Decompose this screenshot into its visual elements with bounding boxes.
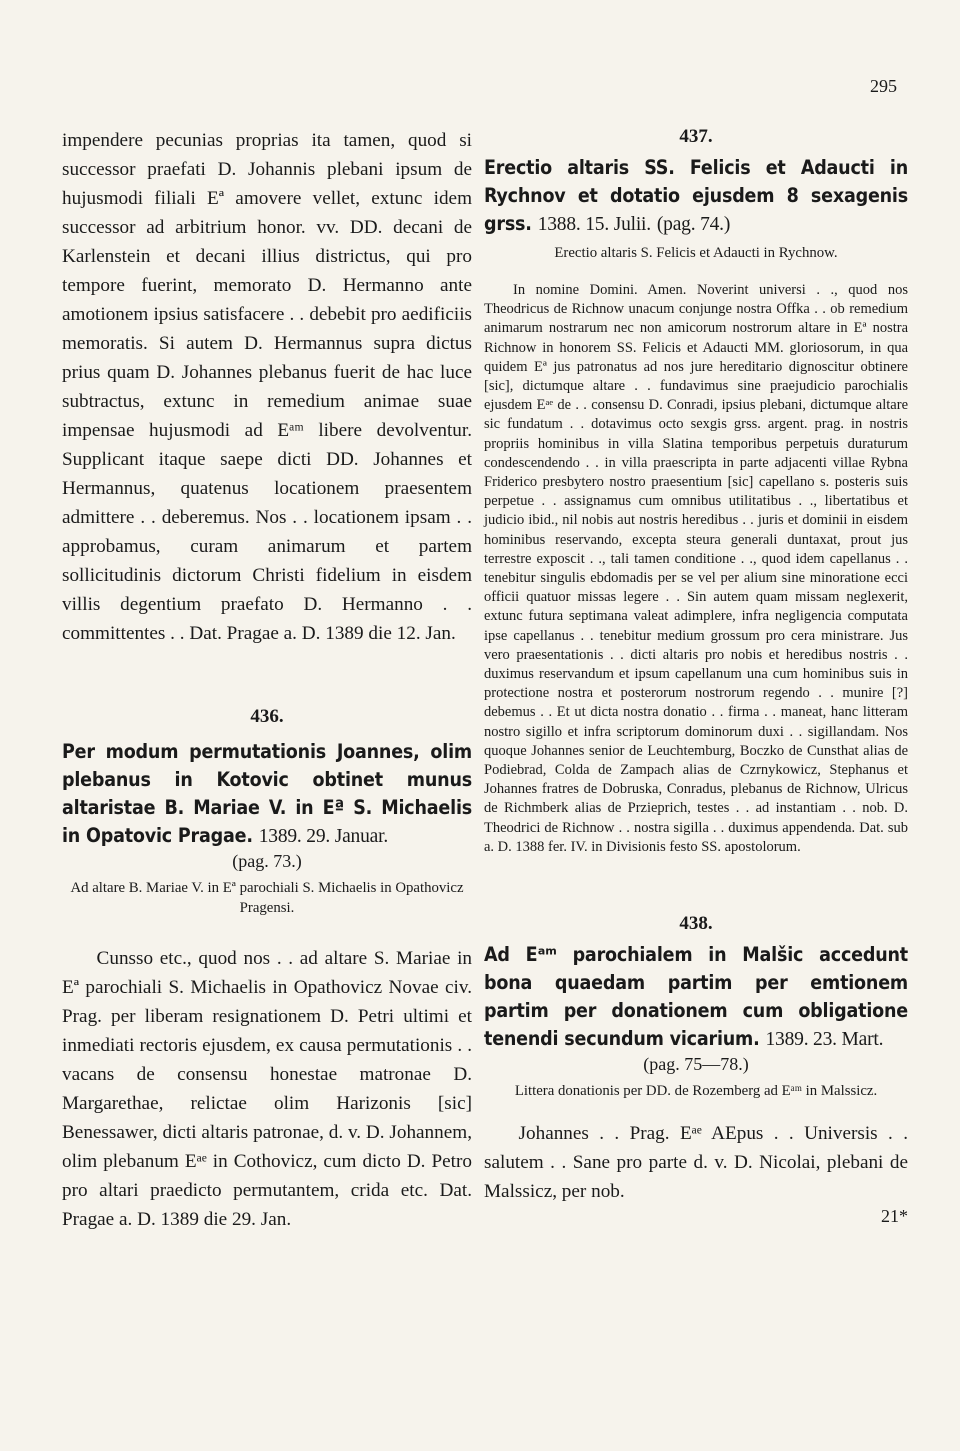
document-body (484, 281, 908, 857)
page-reference: (pag. 73.) (232, 851, 302, 871)
document-436 (62, 706, 472, 1234)
left-column (62, 126, 472, 1234)
document-body (484, 1119, 908, 1206)
document-regest: Erectio altaris S. Felicis et Adaucti in Rychnow. (554, 245, 838, 261)
document-438 (484, 913, 908, 1227)
document-437 (484, 126, 908, 857)
document-number: 437. (679, 126, 713, 147)
document-number: 436. (250, 706, 284, 727)
document-title (484, 154, 908, 239)
document-regest: Littera donationis per DD. de Rozemberg ad Eᵃᵐ in Malssicz. (514, 1083, 878, 1100)
document-title-text: Erectio altaris SS. Felicis et Adaucti in Rychnov et dotatio ejusdem 8 sexagenis grss. (484, 156, 908, 235)
document-body-text: Cunsso etc., quod nos . . ad altare S. Mariae in Eª parochiali S. Michaelis in Opathovicz Novae civ. Prag. per liberam resignationem D. Petri ultimi et inmediati rectoris ejusdem, ex causa permutationis . . vacans de consensu honestae matronae D. Margarethae, relictae olim Harizonis [sic] Benessawer, dicti altaris patronae, d. v. D. Johannem, olim plebanum Eᵃᵉ in Cothovicz, cum dicto D. Petro pro altari praedicto permutantem, crida etc. Dat. Pragae a. D. 1389 die 29. Jan. (62, 948, 472, 1230)
document-date: 1389. 23. Mart. (765, 1029, 884, 1051)
document-body-text: Johannes . . Prag. Eᵃᵉ AEpus . . Universis . . salutem . . Sane pro parte d. v. D. Nicolai, plebani de Malssicz, per nob. (484, 1123, 908, 1203)
document-date: 1388. 15. Julii. (537, 214, 651, 235)
document-title-text: Per modum permutationis Joannes, olim plebanus in Kotovic obtinet munus altaristae B. Mariae V. in Eª S. Michaelis in Opatovic Pragae. (62, 740, 472, 847)
document-title (484, 941, 908, 1054)
document-title (62, 738, 472, 851)
sheet-signature: 21* (881, 1206, 908, 1227)
document-regest: Ad altare B. Mariae V. in Eª parochiali S. Michaelis in Opathovicz Pragensi. (70, 880, 464, 916)
right-column (484, 126, 908, 1227)
document-body (62, 944, 472, 1234)
document-title-text: Ad Eᵃᵐ parochialem in Malšic accedunt bona quaedam partim per emtionem partim per donationem cum obligatione tenendi secundum vicarium. (484, 943, 908, 1051)
document-number: 438. (679, 913, 713, 935)
page-number: 295 (870, 76, 897, 96)
continuation-text-block (62, 126, 472, 648)
continuation-paragraph: impendere pecunias proprias ita tamen, quod si successor praefati D. Johannis plebani ipsum de hujusmodi filiali Eª amovere vellet, extunc idem successor ad arbitrium honor. vv. DD. decani de Karlenstein et decani illius districtus, qui pro tempore fuerint, memorato D. Hermanno ante amotionem ipsius satisfacere . . debebit pro aedificiis memoratis. Si autem D. Hermannus supra dictus prius quam D. Johannes plebanus fuerit de hac luce subtractus, extunc in remedium animae suae impensae hujusmodi ad Eᵃᵐ libere devolventur. Supplicant itaque saepe dicti DD. Johannes et Hermannus, quatenus locationem praesentem admittere . . deberemus. Nos . . locationem ipsam . . approbamus, curam animarum et partem sollicitudinis dictorum Christi fidelium in eisdem villis degentium praefato D. Hermanno . . committentes . . Dat. Pragae a. D. 1389 die 12. Jan. (62, 130, 472, 644)
document-date: 1389. 29. Januar. (258, 826, 389, 847)
page-reference: (pag. 75—78.) (643, 1054, 749, 1075)
document-body-text: In nomine Domini. Amen. Noverint universi . ., quod nos Theodricus de Richnow unacum conjunge nostra Offka . . ob remedium animarum nostrarum nec non amicorum nostrorum altare in Eª nostra Richnow in honorem SS. Felicis et Adaucti MM. gloriosorum, in qua quidem Eª jus patronatus ad nos jure hereditario dignoscitur obtinere [sic], dictumque altare . . fundavimus sine praejudicio parochialis ejusdem Eᵃᵉ de . . consensu D. Conradi, ipsius plebani, dictumque altare sic fundatum . . dotavimus octo sexgis grss. argent. prag. in nostris propriis hominibus in villa Slatina temporibus perpetuis duraturum condescendendo . . in villa praescripta in parte adjacenti villae Rybna Friderico presbytero nostro praesentium [sic] capellano s. posteris suis perpetue . . assignamus cum omnibus utilitatibus . ., libertatibus et judicio ibid., nil nobis aut nostris heredibus . . juris et dominii in eisdem hominibus reservando, excepta steura generali duntaxat, prout jus terrestre exposcit . ., tali tamen conditione . ., quod idem capellanus . . tenebitur singulis ebdomadis per se vel per alium sine minoratione ecci officii quatuor missas legere . . Sin autem quam missam neglexerit, extunc futura septimana valeat adimplere, infra negligencia computata ipse capellanus . . tenebitur medium grossum pro cera ministrare. Jus vero praesentationis . . dicti altaris pro nobis et heredibus nostris . . duximus reservandum et ipsum capellanum una cum hominibus suis in protectione nostra et posterorum nostrorum regendo . . munire [?] debemus . . Et ut dicta nostra donatio . . firma . . maneat, hanc litteram nostro sigillo et infra scriptorum dominorum duxi . . sigillandam. Nos quoque Johannes senior de Leuchtemburg, Boczko de Cunsthat alias de Podiebrad, Colda de Zampach alias de Czrnykowicz, Stephanus et Johannes fratres de Dobruska, Conradus, plebanus de Richnow, Ulricus de Richmberk alias de Przieprich, testes . . ad instantiam . . nob. D. Theodrici de Richnow . . nostra sigilla . . duximus appendenda. Dat. sub a. D. 1388 fer. IV. in Divisionis festo SS. apostolorum. (484, 282, 908, 855)
page-reference: (pag. 74.) (656, 214, 731, 235)
